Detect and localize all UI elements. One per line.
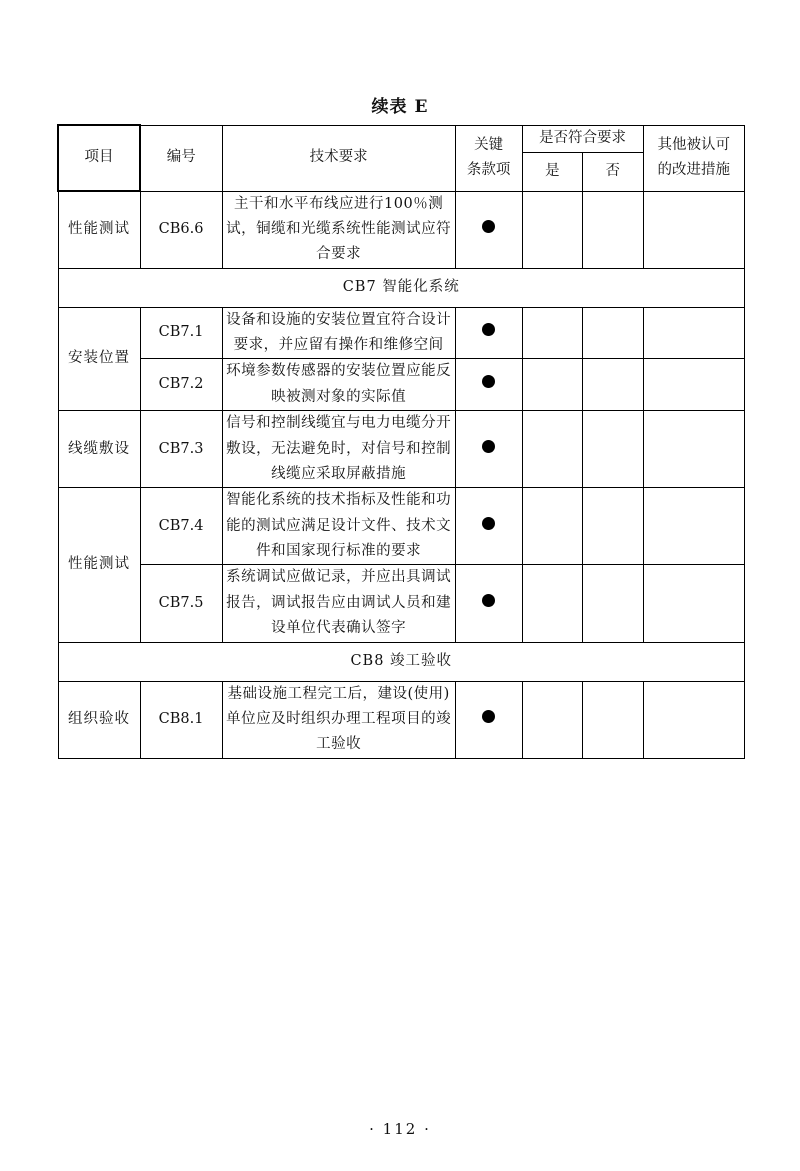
cell-no[interactable]	[583, 488, 643, 565]
cell-yes[interactable]	[522, 359, 582, 411]
key-clause-dot-icon	[482, 594, 495, 607]
table-row	[58, 411, 745, 488]
table-body	[58, 191, 745, 758]
cell-number: CB8.1	[140, 681, 222, 758]
header-yes: 是	[522, 153, 582, 191]
cell-other[interactable]	[643, 359, 745, 411]
cell-number: CB7.5	[140, 565, 222, 642]
inspection-table	[57, 124, 745, 759]
cell-requirement: 基础设施工程完工后，建设(使用)单位应及时组织办理工程项目的竣工验收	[222, 681, 455, 758]
key-clause-dot-icon	[482, 440, 495, 453]
header-key-clause-line1: 关键	[474, 136, 504, 153]
cell-key-clause	[455, 411, 522, 488]
cell-number: CB7.3	[140, 411, 222, 488]
section-row	[58, 642, 745, 681]
cell-key-clause	[455, 307, 522, 359]
inspection-table-wrapper	[57, 124, 745, 759]
cell-other[interactable]	[643, 681, 745, 758]
key-clause-dot-icon	[482, 710, 495, 723]
cell-requirement: 环境参数传感器的安装位置应能反映被测对象的实际值	[222, 359, 455, 411]
cell-item: 性能测试	[58, 191, 140, 268]
cell-item: 线缆敷设	[58, 411, 140, 488]
cell-number: CB7.1	[140, 307, 222, 359]
table-row	[58, 488, 745, 565]
cell-no[interactable]	[583, 191, 643, 268]
table-header-row	[58, 125, 745, 153]
header-other-line1: 其他被认可	[657, 136, 730, 153]
cell-item: 性能测试	[58, 488, 140, 642]
table-row	[58, 565, 745, 642]
cell-requirement: 设备和设施的安装位置宜符合设计要求，并应留有操作和维修空间	[222, 307, 455, 359]
section-label: CB7 智能化系统	[58, 268, 745, 307]
cell-yes[interactable]	[522, 488, 582, 565]
cell-yes[interactable]	[522, 681, 582, 758]
table-row	[58, 191, 745, 268]
table-row	[58, 307, 745, 359]
header-conformance: 是否符合要求	[522, 125, 643, 153]
section-row	[58, 268, 745, 307]
cell-key-clause	[455, 359, 522, 411]
cell-other[interactable]	[643, 307, 745, 359]
key-clause-dot-icon	[482, 323, 495, 336]
cell-requirement: 智能化系统的技术指标及性能和功能的测试应满足设计文件、技术文件和国家现行标准的要求	[222, 488, 455, 565]
cell-item: 安装位置	[58, 307, 140, 411]
cell-yes[interactable]	[522, 565, 582, 642]
cell-yes[interactable]	[522, 411, 582, 488]
page-number: · 112 ·	[369, 1120, 431, 1138]
page-title: 续表 E	[371, 97, 429, 117]
header-no: 否	[583, 153, 643, 191]
cell-key-clause	[455, 191, 522, 268]
cell-no[interactable]	[583, 359, 643, 411]
cell-key-clause	[455, 681, 522, 758]
cell-other[interactable]	[643, 411, 745, 488]
cell-key-clause	[455, 565, 522, 642]
cell-other[interactable]	[643, 191, 745, 268]
header-key-clause	[455, 125, 522, 191]
cell-other[interactable]	[643, 488, 745, 565]
header-other-line2: 的改进措施	[657, 162, 730, 178]
cell-number: CB6.6	[140, 191, 222, 268]
cell-key-clause	[455, 488, 522, 565]
section-label: CB8 竣工验收	[58, 642, 745, 681]
cell-no[interactable]	[583, 681, 643, 758]
cell-no[interactable]	[583, 411, 643, 488]
cell-requirement: 主干和水平布线应进行100％测试，铜缆和光缆系统性能测试应符合要求	[222, 191, 455, 268]
header-key-clause-line2: 条款项	[466, 162, 511, 178]
cell-yes[interactable]	[522, 307, 582, 359]
cell-other[interactable]	[643, 565, 745, 642]
table-head	[58, 125, 745, 191]
cell-number: CB7.2	[140, 359, 222, 411]
cell-number: CB7.4	[140, 488, 222, 565]
cell-no[interactable]	[583, 307, 643, 359]
header-item: 项目	[58, 125, 140, 191]
key-clause-dot-icon	[482, 220, 495, 233]
header-other-measures	[643, 125, 745, 191]
cell-requirement: 信号和控制线缆宜与电力电缆分开敷设，无法避免时，对信号和控制线缆应采取屏蔽措施	[222, 411, 455, 488]
cell-no[interactable]	[583, 565, 643, 642]
cell-yes[interactable]	[522, 191, 582, 268]
header-number: 编号	[140, 125, 222, 191]
cell-item: 组织验收	[58, 681, 140, 758]
table-row	[58, 681, 745, 758]
header-requirement: 技术要求	[222, 125, 455, 191]
table-row	[58, 359, 745, 411]
key-clause-dot-icon	[482, 517, 495, 530]
cell-requirement: 系统调试应做记录，并应出具调试报告，调试报告应由调试人员和建设单位代表确认签字	[222, 565, 455, 642]
key-clause-dot-icon	[482, 375, 495, 388]
